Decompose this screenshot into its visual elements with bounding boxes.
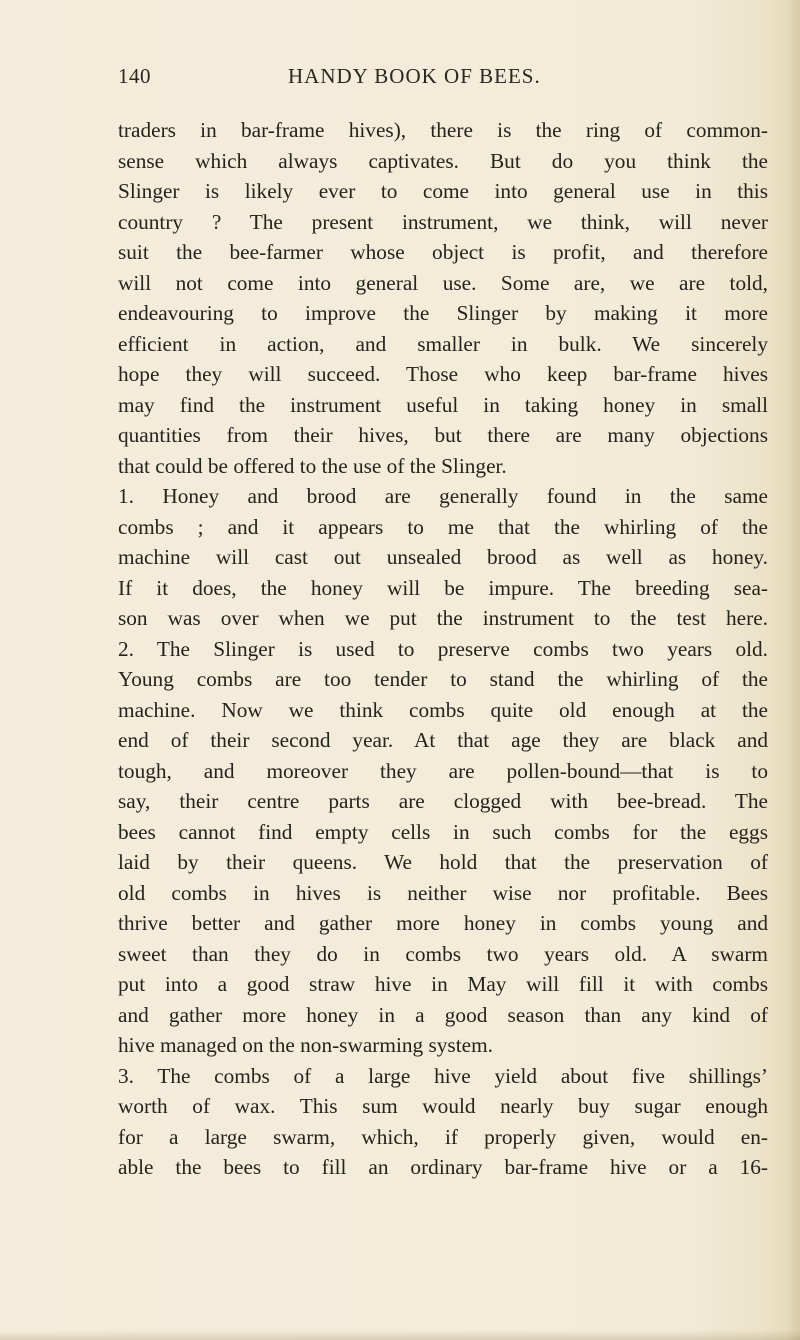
page-number: 140 bbox=[118, 64, 151, 88]
text-line: If it does, the honey will be impure. The breeding sea- bbox=[118, 575, 768, 600]
text-line: 1. Honey and brood are generally found in the same bbox=[118, 484, 768, 508]
text-line: Young combs are too tender to stand the whirling of the bbox=[118, 667, 768, 691]
text-line: suit the bee-farmer whose object is profit, and therefore bbox=[118, 240, 768, 264]
text-line: old combs in hives is neither wise nor profitable. Bees bbox=[118, 880, 768, 905]
text-line: end of their second year. At that age they are black and bbox=[118, 728, 768, 752]
running-head: HANDY BOOK OF BEES. bbox=[288, 64, 541, 88]
body-text bbox=[118, 115, 768, 1183]
text-line: quantities from their hives, but there are many objections bbox=[118, 423, 768, 447]
text-line: that could be offered to the use of the Slinger. bbox=[118, 453, 507, 478]
text-line: 3. The combs of a large hive yield about five shillings’ bbox=[118, 1063, 768, 1088]
text-line: sweet than they do in combs two years old. A swarm bbox=[118, 941, 768, 966]
text-line: say, their centre parts are clogged with bee-bread. The bbox=[118, 789, 768, 813]
text-line: for a large swarm, which, if properly given, would en- bbox=[118, 1124, 768, 1149]
text-line: hive managed on the non-swarming system. bbox=[118, 1033, 493, 1057]
text-line: Slinger is likely ever to come into general use in this bbox=[118, 179, 768, 203]
text-line: sense which always captivates. But do you think the bbox=[118, 148, 768, 173]
text-line: bees cannot find empty cells in such combs for the eggs bbox=[118, 819, 768, 844]
text-line: will not come into general use. Some are, we are told, bbox=[118, 270, 768, 295]
text-line: traders in bar-frame hives), there is the ring of common- bbox=[118, 118, 768, 142]
text-line: 2. The Slinger is used to preserve combs two years old. bbox=[118, 636, 768, 661]
text-line: put into a good straw hive in May will fill it with combs bbox=[118, 972, 768, 996]
text-line: able the bees to fill an ordinary bar-frame hive or a 16- bbox=[118, 1155, 768, 1179]
text-line: machine will cast out unsealed brood as well as honey. bbox=[118, 545, 768, 569]
text-line: and gather more honey in a good season than any kind of bbox=[118, 1002, 768, 1027]
text-line: machine. Now we think combs quite old enough at the bbox=[118, 697, 768, 722]
text-line: tough, and moreover they are pollen-bound—that is to bbox=[118, 758, 768, 783]
text-line: thrive better and gather more honey in combs young and bbox=[118, 911, 768, 935]
text-line: endeavouring to improve the Slinger by making it more bbox=[118, 301, 768, 325]
page-bottom-shadow bbox=[0, 1330, 800, 1340]
text-line: may find the instrument useful in taking honey in small bbox=[118, 392, 768, 417]
page-header bbox=[118, 64, 768, 94]
text-line: son was over when we put the instrument to the test here. bbox=[118, 606, 768, 630]
text-line: combs ; and it appears to me that the whirling of the bbox=[118, 514, 768, 539]
page-edge-shadow bbox=[786, 0, 800, 1340]
text-line: efficient in action, and smaller in bulk. We sincerely bbox=[118, 331, 768, 356]
text-line: worth of wax. This sum would nearly buy sugar enough bbox=[118, 1094, 768, 1118]
text-line: country ? The present instrument, we think, will never bbox=[118, 209, 768, 234]
text-line: laid by their queens. We hold that the preservation of bbox=[118, 850, 768, 874]
text-line: hope they will succeed. Those who keep bar-frame hives bbox=[118, 362, 768, 386]
